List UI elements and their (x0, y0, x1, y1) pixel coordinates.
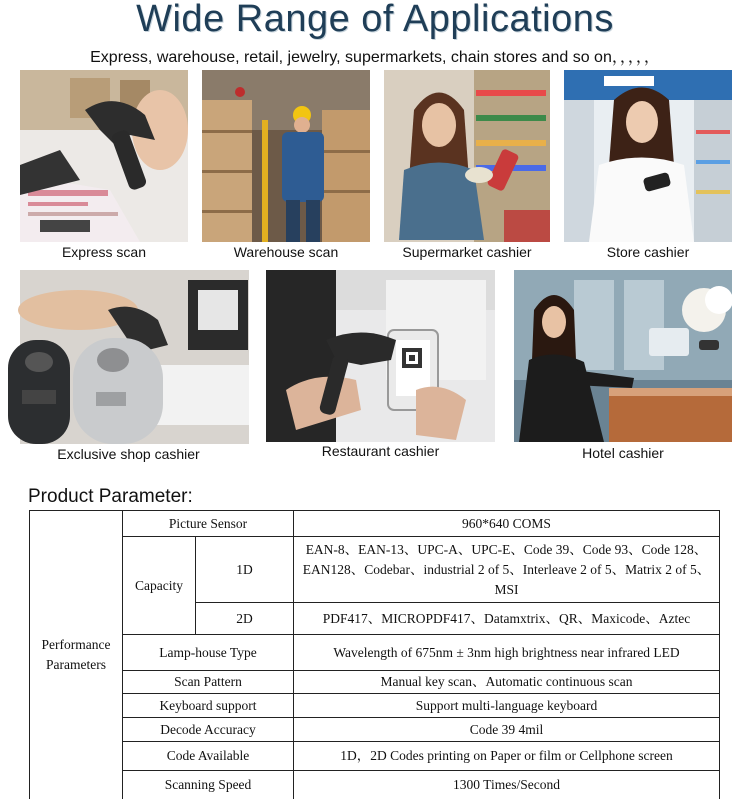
restaurant-cashier-photo (266, 270, 495, 442)
hotel-cashier-photo (514, 270, 732, 442)
caption-store-cashier: Store cashier (606, 244, 690, 260)
caption-express-scan: Express scan (61, 244, 147, 260)
capacity-label: Capacity (123, 537, 196, 635)
table-row (30, 537, 720, 603)
table-row (30, 694, 720, 718)
scanning-speed-value: 1300 Times/Second (294, 771, 720, 799)
supermarket-cashier-photo (384, 70, 550, 242)
capacity-1d-value: EAN-8、EAN-13、UPC-A、UPC-E、Code 39、Code 93、Code 128、EAN128、Codebar、industrial 2 of 5、Interleave 2 of 5、Matrix 2 of 5、MSI (294, 537, 720, 603)
caption-exclusive-shop-cashier: Exclusive shop cashier (57, 446, 200, 462)
express-scan-photo (20, 70, 188, 242)
picture-sensor-value: 960*640 COMS (294, 511, 720, 537)
caption-hotel-cashier: Hotel cashier (582, 445, 664, 461)
capacity-2d-label: 2D (196, 603, 294, 635)
table-row (30, 511, 720, 537)
page-title: Wide Range of Applications (136, 0, 614, 40)
performance-label: Performance (41, 637, 111, 652)
caption-restaurant-cashier: Restaurant cashier (321, 443, 440, 459)
picture-sensor-label: Picture Sensor (123, 511, 294, 537)
code-available-label: Code Available (123, 742, 294, 771)
decode-accuracy-value: Code 39 4mil (294, 718, 720, 742)
code-available-value: 1D，2D Codes printing on Paper or film or Cellphone screen (294, 742, 720, 771)
capacity-2d-value: PDF417、MICROPDF417、Datamxtrix、QR、Maxicode、Aztec (294, 603, 720, 635)
parameters-label: Parameters (46, 657, 106, 672)
table-row (30, 718, 720, 742)
lamp-house-label: Lamp-house Type (123, 635, 294, 671)
lamp-house-value: Wavelength of 675nm ± 3nm high brightness near infrared LED (294, 635, 720, 671)
warehouse-scan-photo (202, 70, 370, 242)
caption-supermarket-cashier: Supermarket cashier (402, 244, 532, 260)
scan-pattern-label: Scan Pattern (123, 671, 294, 694)
scanning-speed-label: Scanning Speed (123, 771, 294, 799)
product-parameter-table (29, 510, 720, 799)
keyboard-support-value: Support multi-language keyboard (294, 694, 720, 718)
scan-pattern-value: Manual key scan、Automatic continuous scan (294, 671, 720, 694)
performance-parameters-cell (30, 511, 123, 799)
store-cashier-photo (564, 70, 732, 242)
keyboard-support-label: Keyboard support (123, 694, 294, 718)
decode-accuracy-label: Decode Accuracy (123, 718, 294, 742)
caption-warehouse-scan: Warehouse scan (233, 244, 339, 260)
table-row (30, 671, 720, 694)
product-parameter-title: Product Parameter: (28, 486, 193, 507)
table-row (30, 742, 720, 771)
exclusive-shop-cashier-photo (8, 270, 249, 444)
page-subtitle: Express, warehouse, retail, jewelry, supermarkets, chain stores and so on，，，，， (90, 49, 660, 66)
table-row (30, 771, 720, 799)
capacity-1d-label: 1D (196, 537, 294, 603)
table-row (30, 635, 720, 671)
